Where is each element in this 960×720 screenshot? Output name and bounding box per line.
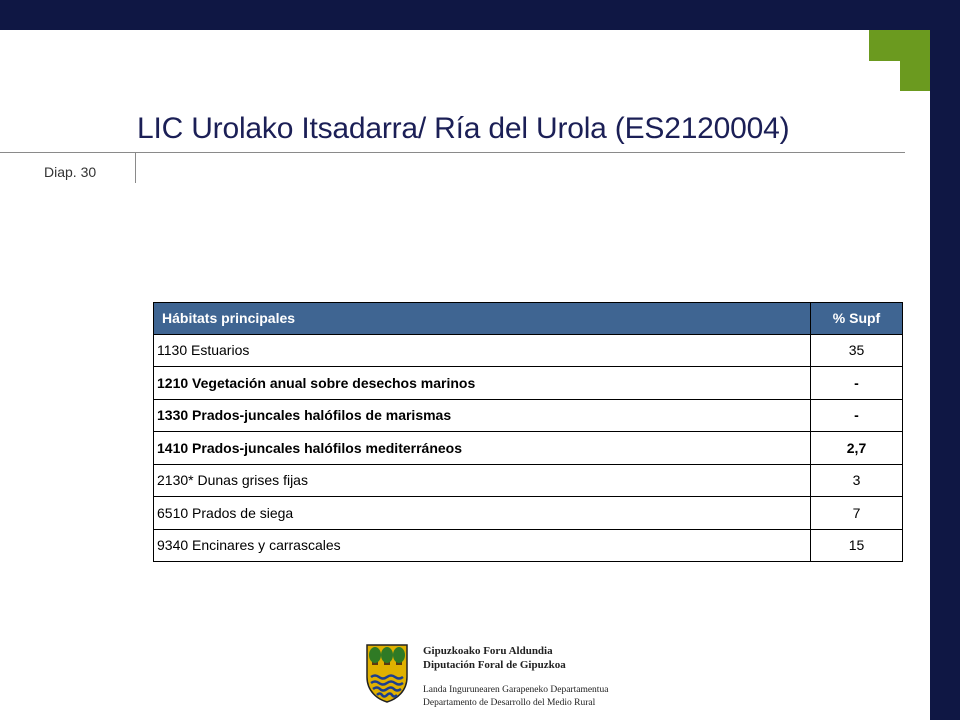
habitat-table <box>153 302 903 562</box>
habitat-cell: 1410 Prados-juncales halófilos mediterráneos <box>153 432 810 465</box>
logo-line-1: Gipuzkoako Foru Aldundia <box>423 645 553 657</box>
corner-accent-bottom <box>900 61 930 91</box>
header-habitats: Hábitats principales <box>153 302 810 335</box>
percent-cell: - <box>810 367 903 400</box>
top-bar <box>0 0 960 30</box>
table-row <box>153 400 903 433</box>
habitat-cell: 9340 Encinares y carrascales <box>153 530 810 563</box>
habitat-cell: 6510 Prados de siega <box>153 497 810 530</box>
header-percent: % Supf <box>810 302 903 335</box>
percent-cell: - <box>810 400 903 433</box>
footer-logo-text <box>423 644 608 710</box>
table-header-row <box>153 302 903 335</box>
habitat-cell: 2130* Dunas grises fijas <box>153 465 810 498</box>
habitat-cell: 1130 Estuarios <box>153 335 810 368</box>
table-row <box>153 465 903 498</box>
slide-title: LIC Urolako Itsadarra/ Ría del Urola (ES2120004) <box>137 112 790 145</box>
gipuzkoa-coat-of-arms-icon <box>365 643 409 703</box>
habitat-cell: 1330 Prados-juncales halófilos de marismas <box>153 400 810 433</box>
habitat-cell: 1210 Vegetación anual sobre desechos marinos <box>153 367 810 400</box>
right-bar <box>930 30 960 720</box>
percent-cell: 2,7 <box>810 432 903 465</box>
percent-cell: 3 <box>810 465 903 498</box>
table-row <box>153 432 903 465</box>
table-row <box>153 530 903 563</box>
percent-cell: 15 <box>810 530 903 563</box>
percent-cell: 7 <box>810 497 903 530</box>
table-row <box>153 335 903 368</box>
slide-number-divider <box>135 152 136 183</box>
table-row <box>153 497 903 530</box>
logo-line-4: Departamento de Desarrollo del Medio Rural <box>423 698 596 708</box>
corner-accent-top <box>869 30 930 61</box>
table-row <box>153 367 903 400</box>
slide-number: Diap. 30 <box>44 164 97 180</box>
logo-line-3: Landa Ingurunearen Garapeneko Departamentua <box>423 685 609 695</box>
logo-line-2: Diputación Foral de Gipuzkoa <box>423 659 566 671</box>
percent-cell: 35 <box>810 335 903 368</box>
